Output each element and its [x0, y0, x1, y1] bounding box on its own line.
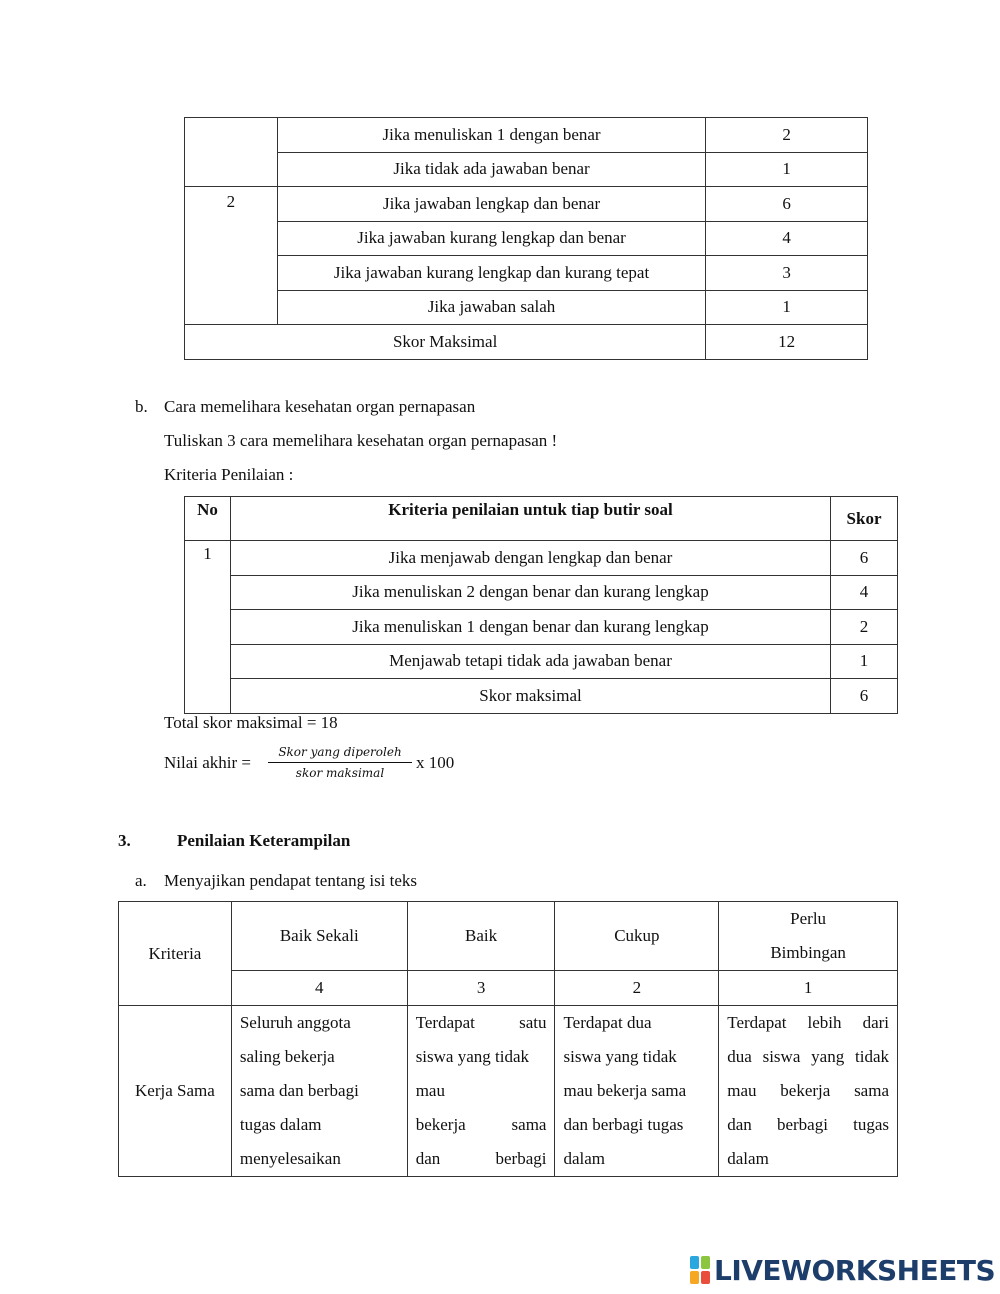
score-cell: 1: [831, 644, 898, 679]
score-cell: 1: [706, 290, 868, 325]
number-cell: [185, 118, 278, 187]
criteria-cell: Jika tidak ada jawaban benar: [277, 152, 705, 187]
score-cell: 3: [407, 971, 555, 1006]
criteria-cell: Menjawab tetapi tidak ada jawaban benar: [230, 644, 830, 679]
criteria-cell: Jika jawaban kurang lengkap dan kurang tepat: [277, 256, 705, 291]
criteria-cell: Jika menuliskan 1 dengan benar dan kurang lengkap: [230, 610, 830, 645]
criteria-cell: Jika jawaban salah: [277, 290, 705, 325]
rubric-line: dan berbagi tugas: [563, 1115, 684, 1134]
level-baik-sekali: Baik Sekali: [231, 902, 407, 971]
criteria-cell: Jika menjawab dengan lengkap dan benar: [230, 541, 830, 576]
table-header-row: [119, 902, 898, 971]
section-3-title: Penilaian Keterampilan: [177, 831, 351, 850]
number-cell: 1: [185, 541, 231, 714]
rubric-line: mau bekerja sama: [563, 1081, 687, 1100]
total-score-cell: 12: [706, 325, 868, 360]
score-cell: 3: [706, 256, 868, 291]
rubric-line: Terdapat satu: [415, 1013, 547, 1032]
total-label-cell: Skor Maksimal: [185, 325, 706, 360]
table-score-row: [119, 971, 898, 1006]
rubric-line: siswa yang tidak: [415, 1047, 530, 1066]
level-baik: Baik: [407, 902, 555, 971]
table-row: [185, 644, 898, 679]
scoring-table-top: [184, 117, 868, 360]
score-cell: 1: [719, 971, 898, 1006]
number-cell: 2: [185, 187, 278, 325]
skill-rubric-table: [118, 901, 898, 1177]
section-3a-marker: a.: [135, 871, 147, 890]
section-b-question: Tuliskan 3 cara memelihara kesehatan organ pernapasan !: [164, 431, 558, 450]
table-row: [185, 221, 868, 256]
rubric-cell-baik: [407, 1006, 555, 1177]
rubric-line: dua siswa yang tidak: [727, 1047, 889, 1066]
criteria-label: Kriteria Penilaian :: [164, 465, 294, 484]
criteria-cell: Jika menuliskan 2 dengan benar dan kurang lengkap: [230, 575, 830, 610]
rubric-line: Terdapat lebih dari: [727, 1013, 889, 1032]
table-row: [185, 152, 868, 187]
table-row: [185, 118, 868, 153]
score-cell: 6: [831, 679, 898, 714]
rubric-line: bekerja sama: [415, 1115, 547, 1134]
score-cell: 6: [831, 541, 898, 576]
table-row: [185, 575, 898, 610]
rubric-line: dan berbagi: [415, 1149, 547, 1168]
rubric-line: saling bekerja: [239, 1047, 335, 1066]
level-cukup: Cukup: [555, 902, 719, 971]
score-cell: 2: [831, 610, 898, 645]
fraction-numerator: Skor yang diperoleh: [268, 745, 412, 763]
score-cell: 2: [555, 971, 719, 1006]
liveworksheets-wordmark: LIVEWORKSHEETS: [714, 1253, 996, 1287]
criteria-header: Kriteria: [119, 902, 232, 1006]
liveworksheets-logo-icon: [690, 1256, 710, 1284]
fraction-multiplier: x 100: [416, 753, 455, 772]
score-cell: 2: [706, 118, 868, 153]
table-row: [185, 290, 868, 325]
table-header-row: [185, 497, 898, 541]
table-row: [185, 256, 868, 291]
rubric-line: Seluruh anggota: [239, 1013, 351, 1032]
table-row: [185, 541, 898, 576]
header-criteria: Kriteria penilaian untuk tiap butir soal: [230, 497, 830, 541]
section-3a-title: Menyajikan pendapat tentang isi teks: [164, 871, 418, 890]
table-total-row: [185, 325, 868, 360]
rubric-line: Terdapat dua: [563, 1013, 652, 1032]
header-no: No: [185, 497, 231, 541]
rubric-cell-baik-sekali: [231, 1006, 407, 1177]
table-row: [185, 610, 898, 645]
liveworksheets-logo: [690, 1253, 995, 1287]
table-row: [119, 1006, 898, 1177]
score-cell: 4: [706, 221, 868, 256]
fraction-denominator: skor maksimal: [295, 766, 385, 780]
score-cell: 4: [231, 971, 407, 1006]
final-score-fraction: [268, 745, 412, 780]
level-label-line: Bimbingan: [770, 943, 846, 962]
row-label-kerja-sama: Kerja Sama: [119, 1006, 232, 1177]
rubric-line: tugas dalam: [239, 1115, 322, 1134]
rubric-line: mau: [415, 1081, 445, 1100]
final-score-label: Nilai akhir =: [164, 753, 252, 772]
rubric-line: dalam: [727, 1149, 769, 1168]
score-cell: 4: [831, 575, 898, 610]
level-label-line: Perlu: [790, 909, 827, 928]
rubric-line: mau bekerja sama: [727, 1081, 889, 1100]
criteria-cell: Jika jawaban lengkap dan benar: [277, 187, 705, 222]
rubric-cell-cukup: [555, 1006, 719, 1177]
rubric-line: dan berbagi tugas: [727, 1115, 889, 1134]
rubric-line: menyelesaikan: [239, 1149, 341, 1168]
rubric-cell-perlu-bimbingan: [719, 1006, 898, 1177]
section-b-title: Cara memelihara kesehatan organ pernapasan: [164, 397, 476, 416]
table-row: [185, 679, 898, 714]
criteria-cell: Skor maksimal: [230, 679, 830, 714]
table-row: [185, 187, 868, 222]
header-score: Skor: [831, 497, 898, 541]
criteria-cell: Jika menuliskan 1 dengan benar: [277, 118, 705, 153]
level-perlu-bimbingan: [719, 902, 898, 971]
criteria-cell: Jika jawaban kurang lengkap dan benar: [277, 221, 705, 256]
score-cell: 6: [706, 187, 868, 222]
rubric-line: dalam: [563, 1149, 606, 1168]
scoring-table-b: [184, 496, 898, 714]
total-max-score: Total skor maksimal = 18: [164, 713, 338, 732]
section-3-number: 3.: [118, 831, 131, 850]
score-cell: 1: [706, 152, 868, 187]
rubric-line: sama dan berbagi: [239, 1081, 359, 1100]
rubric-line: siswa yang tidak: [563, 1047, 677, 1066]
section-b-marker: b.: [135, 397, 148, 416]
